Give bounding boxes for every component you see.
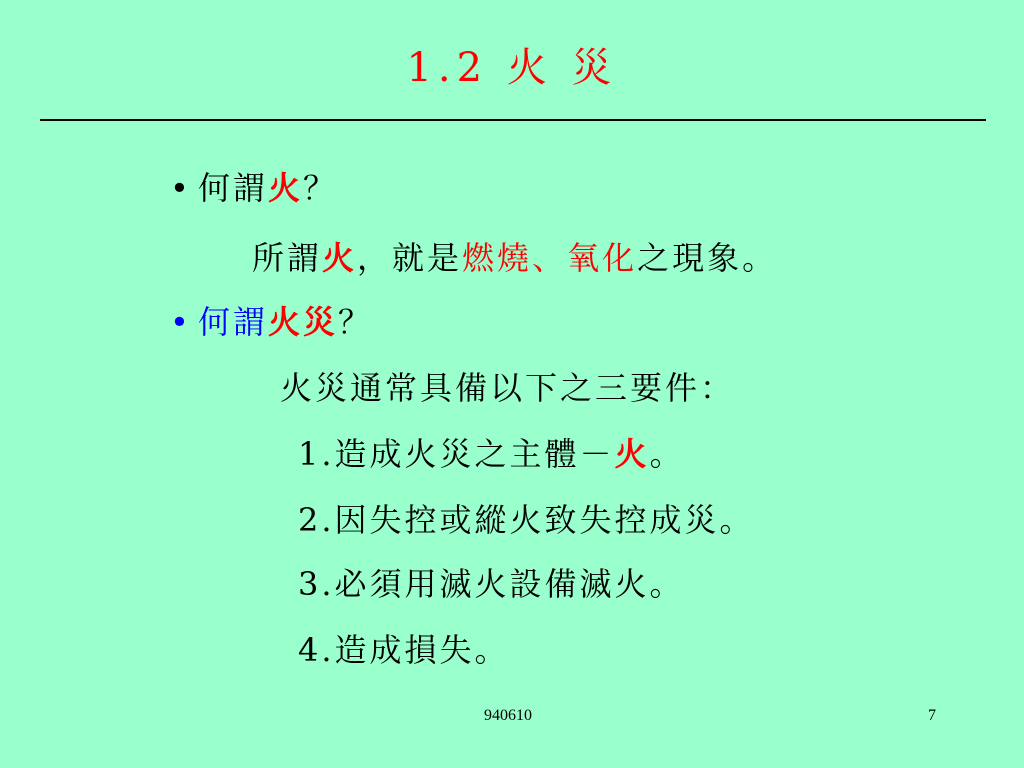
requirement-item-1 — [298, 432, 685, 476]
definition-term1: 燃燒、 — [462, 239, 568, 277]
item-number: 1. — [298, 435, 335, 473]
slide-title: 1.2 火 災 — [406, 45, 618, 91]
slide-number: 7 — [928, 707, 936, 724]
title-divider — [40, 119, 986, 121]
item-end: 。 — [649, 435, 685, 473]
bullet2-prefix: 何謂 — [198, 303, 269, 341]
item-text: 因失控或縱火致失控成災。 — [334, 501, 755, 539]
item-number: 4. — [298, 631, 335, 669]
requirement-item-2 — [298, 498, 755, 542]
item-text: 必須用滅火設備滅火。 — [334, 565, 685, 603]
item-text: 造成損失。 — [334, 631, 510, 669]
bullet1-keyword: 火 — [268, 169, 304, 207]
bullet2-suffix: ？ — [338, 303, 374, 341]
fire-definition — [252, 236, 777, 280]
bullet-what-is-fire-disaster — [170, 300, 373, 344]
requirements-intro: 火災通常具備以下之三要件： — [280, 369, 736, 407]
bullet2-keyword: 火災 — [268, 303, 339, 341]
definition-middle: ，就是 — [357, 239, 463, 277]
footer-date: 940610 — [484, 707, 532, 724]
bullet1-prefix: 何謂 — [198, 169, 269, 207]
item-number: 2. — [298, 501, 335, 539]
requirement-item-4 — [298, 628, 510, 672]
definition-suffix: 之現象。 — [637, 239, 778, 277]
item-text: 造成火災之主體－ — [334, 435, 615, 473]
bullet-icon: • — [170, 303, 192, 341]
item-number: 3. — [298, 565, 335, 603]
definition-term2: 氧化 — [567, 239, 638, 277]
bullet1-suffix: ？ — [303, 169, 339, 207]
definition-prefix: 所謂 — [252, 239, 323, 277]
bullet-what-is-fire — [170, 166, 338, 210]
definition-keyword: 火 — [322, 239, 358, 277]
bullet-icon: • — [170, 169, 192, 207]
requirement-item-3 — [298, 562, 685, 606]
item-keyword: 火 — [614, 435, 650, 473]
